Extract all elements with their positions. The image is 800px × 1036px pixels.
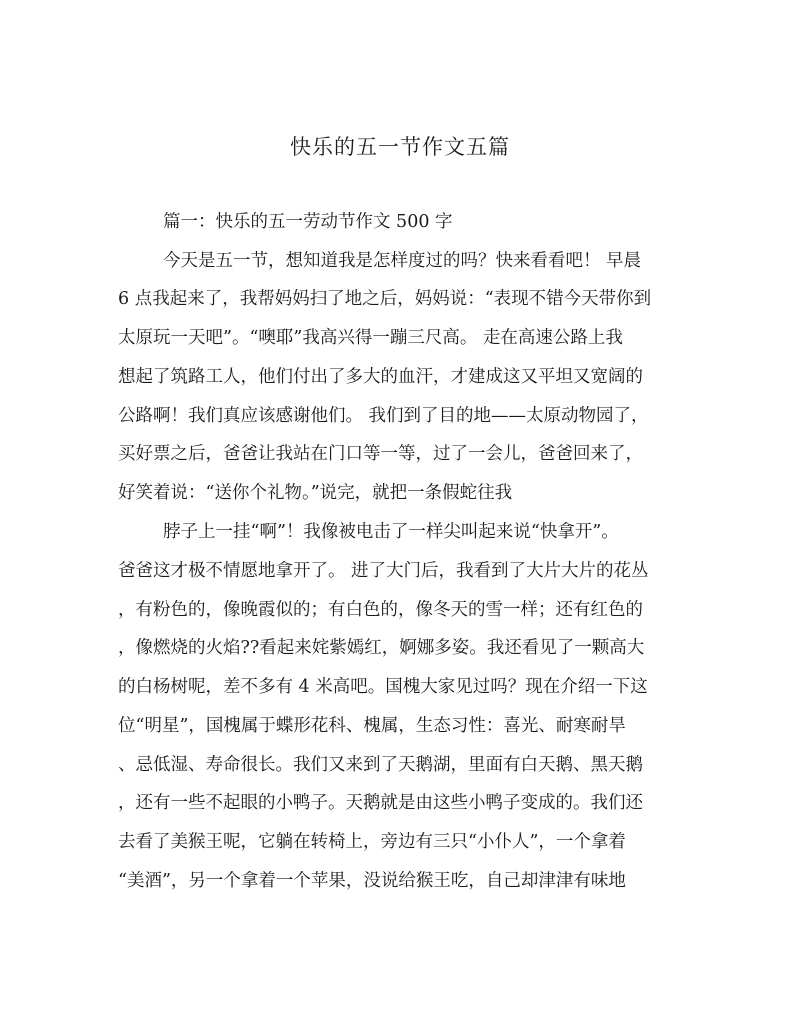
paragraph-line: 想起了筑路工人，他们付出了多大的血汗，才建成这又平坦又宽阔的 <box>118 367 643 387</box>
paragraph-line: 买好票之后，爸爸让我站在门口等一等，过了一会儿，爸爸回来了， <box>118 444 643 464</box>
section-heading: 篇一：快乐的五一劳动节作文 500 字 <box>163 212 453 232</box>
paragraph-line: 太原玩一天吧”。“噢耶”我高兴得一蹦三尺高。 走在高速公路上我 <box>118 328 623 348</box>
paragraph-line: 今天是五一节，想知道我是怎样度过的吗？快来看看吧！ 早晨 <box>163 251 642 271</box>
paragraph-line: ，还有一些不起眼的小鸭子。天鹅就是由这些小鸭子变成的。我们还 <box>118 793 643 813</box>
paragraph-line: 爸爸这才极不情愿地拿开了。 进了大门后，我看到了大片大片的花丛 <box>118 561 649 581</box>
paragraph-line: ，有粉色的，像晚霞似的；有白色的，像冬天的雪一样；还有红色的 <box>118 600 643 620</box>
paragraph-line: 位“明星”，国槐属于蝶形花科、槐属，生态习性：喜光、耐寒耐旱 <box>118 716 626 736</box>
paragraph-line: “美酒”，另一个拿着一个苹果，没说给猴王吃，自己却津津有味地 <box>118 871 626 891</box>
paragraph-line: 去看了美猴王呢，它躺在转椅上，旁边有三只“小仆人”，一个拿着 <box>118 832 626 852</box>
paragraph-line: 、忌低湿、寿命很长。我们又来到了天鹅湖，里面有白天鹅、黑天鹅 <box>118 755 643 775</box>
paragraph-line: 好笑着说：“送你个礼物。”说完，就把一条假蛇往我 <box>118 483 513 503</box>
paragraph-line: 公路啊！我们真应该感谢他们。 我们到了目的地——太原动物园了， <box>118 406 649 426</box>
paragraph-line: ，像燃烧的火焰??看起来姹紫嫣红，婀娜多姿。我还看见了一颗高大 <box>118 638 645 658</box>
paragraph-line: 脖子上一挂“啊”！我像被电击了一样尖叫起来说“快拿开”。 <box>163 522 619 542</box>
paragraph-line: 6 点我起来了，我帮妈妈扫了地之后，妈妈说：“表现不错今天带你到 <box>118 289 652 309</box>
paragraph-line: 的白杨树呢，差不多有 4 米高吧。国槐大家见过吗？现在介绍一下这 <box>118 677 648 697</box>
document-title: 快乐的五一节作文五篇 <box>290 135 510 159</box>
